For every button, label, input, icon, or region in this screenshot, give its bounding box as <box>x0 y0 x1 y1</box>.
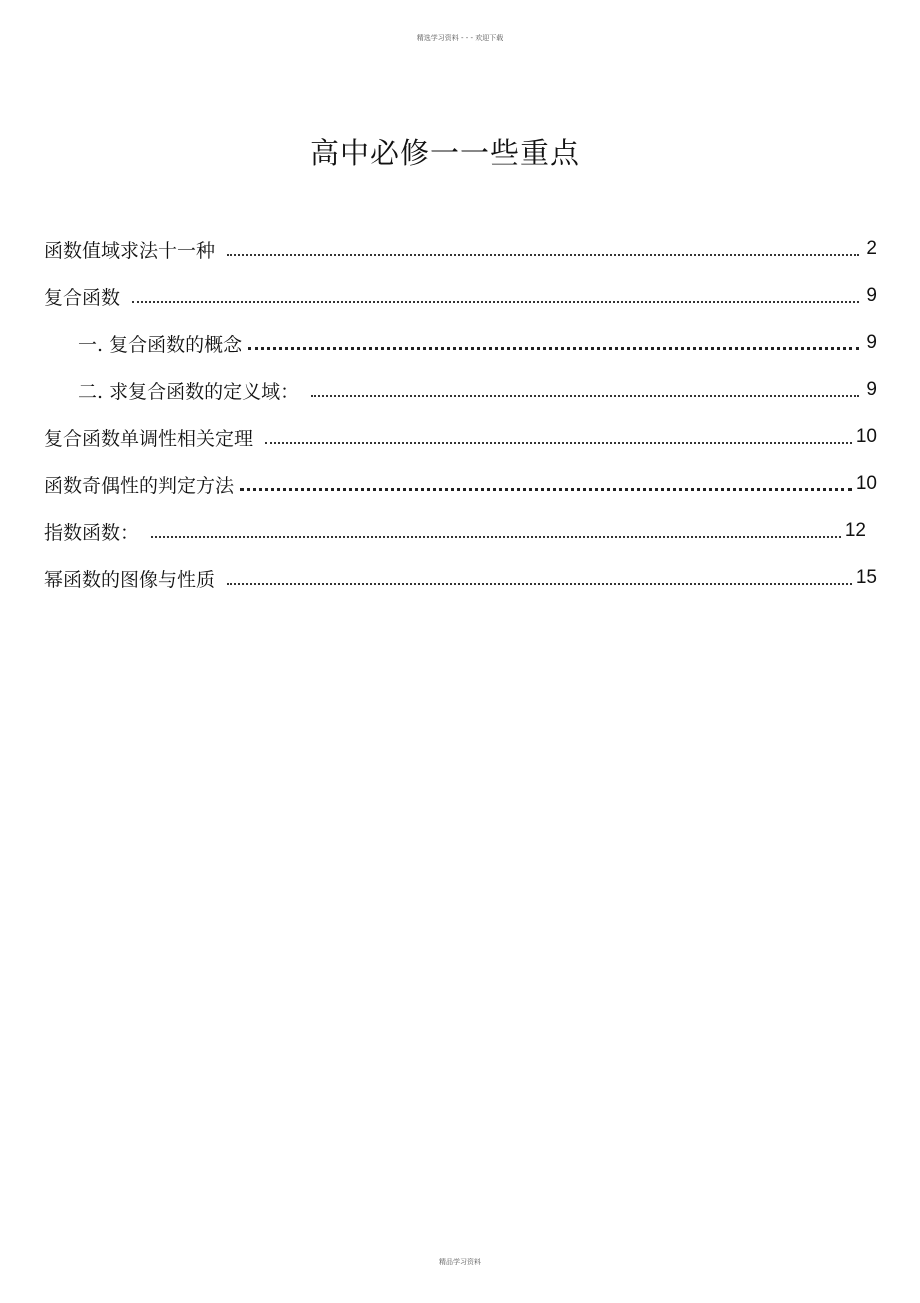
toc-page-number: 9 <box>866 379 877 400</box>
toc-entry[interactable] <box>44 561 877 595</box>
toc-page-number: 9 <box>866 332 877 353</box>
toc-entry-label: 函数奇偶性的判定方法 <box>44 474 235 497</box>
toc-page-number: 10 <box>855 473 877 494</box>
toc-entry[interactable] <box>44 232 877 266</box>
toc-entry-label: 指数函数： <box>44 521 140 544</box>
toc-entry[interactable] <box>78 326 877 360</box>
toc-dot-leader <box>265 441 852 444</box>
toc-entry-label: 幂函数的图像与性质 <box>44 568 216 591</box>
toc-page-number: 9 <box>866 285 877 306</box>
toc-dot-leader <box>151 535 841 538</box>
page-footer-note: 精品学习资料 <box>439 1258 481 1266</box>
toc-dot-leader <box>240 487 852 491</box>
toc-dot-leader <box>132 300 859 303</box>
toc-entry-label: 一. 复合函数的概念 <box>78 333 243 356</box>
toc-page-number: 12 <box>844 520 866 541</box>
toc-dot-leader <box>311 394 859 397</box>
toc-entry-label: 函数值域求法十一种 <box>44 239 216 262</box>
toc-entry[interactable] <box>78 373 877 407</box>
toc-dot-leader <box>227 582 852 585</box>
toc-entry[interactable] <box>44 279 877 313</box>
toc-page-number: 15 <box>855 567 877 588</box>
toc-dot-leader <box>227 253 859 256</box>
toc-entry[interactable] <box>44 467 877 501</box>
toc-entry[interactable] <box>44 514 866 548</box>
page-header-note: 精选学习资料 - - - 欢迎下载 <box>416 34 504 42</box>
toc-dot-leader <box>248 346 859 350</box>
toc-entry-label: 二. 求复合函数的定义域： <box>78 380 300 403</box>
toc-entry-label: 复合函数 <box>44 286 121 309</box>
toc-page-number: 10 <box>855 426 877 447</box>
document-title: 高中必修一一些重点 <box>309 136 580 171</box>
toc-page-number: 2 <box>866 238 877 259</box>
toc-entry[interactable] <box>44 420 877 454</box>
toc-entry-label: 复合函数单调性相关定理 <box>44 427 254 450</box>
